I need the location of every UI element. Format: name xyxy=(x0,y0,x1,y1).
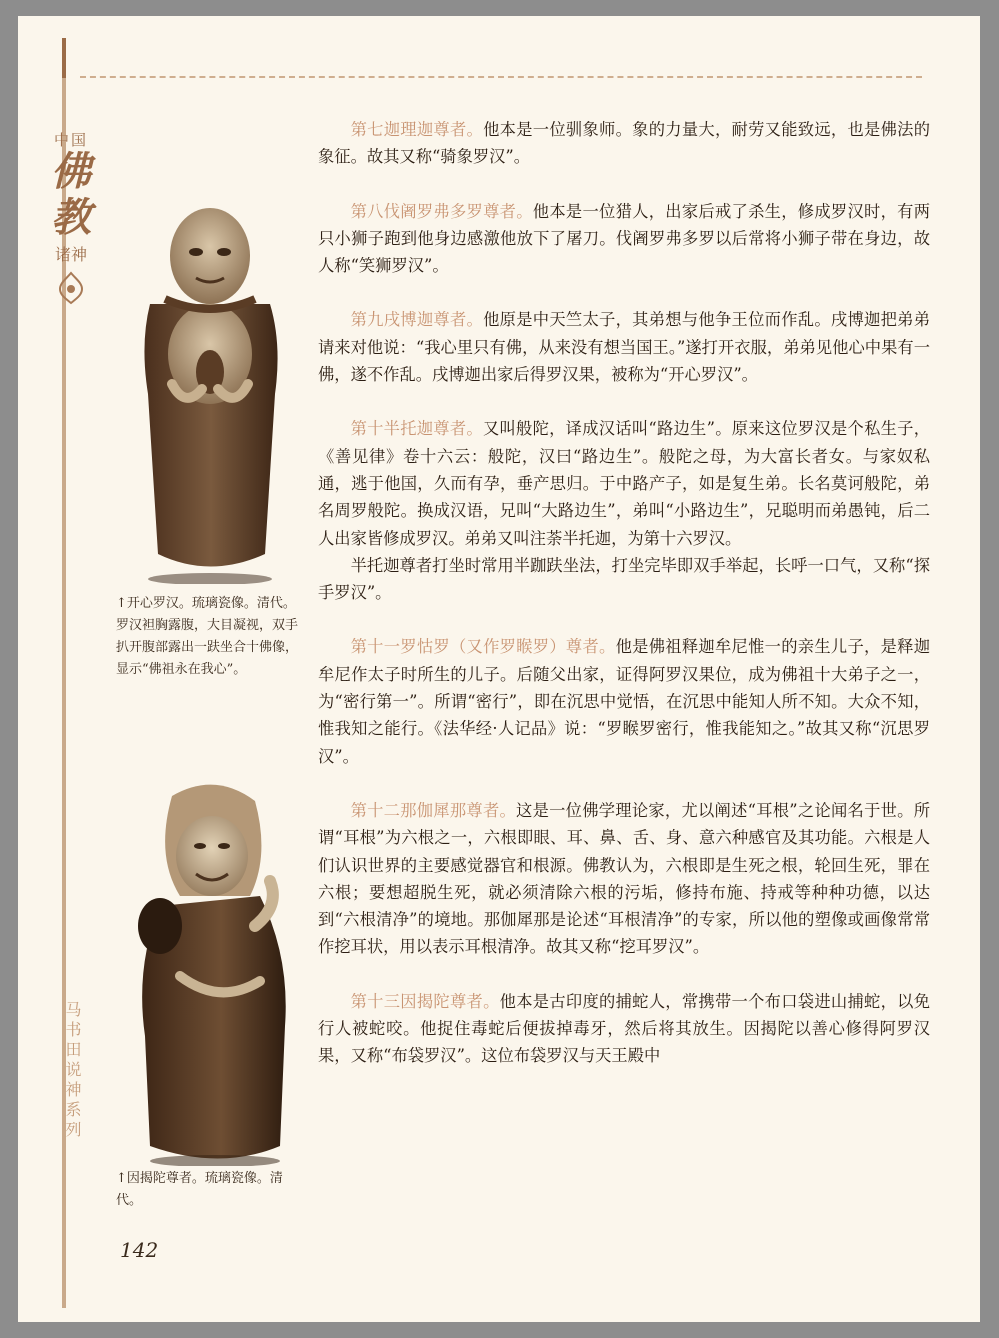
figure-caption-1: ↑开心罗汉。琉璃瓷像。清代。罗汉袒胸露腹，大目凝视，双手扒开腹部露出一趺坐合十佛像，显示“佛祖永在我心”。 xyxy=(116,596,299,677)
paragraph-text: 又叫般陀，译成汉话叫“路边生”。原来这位罗汉是个私生子，《善见律》卷十六云：般陀，汉曰“路边生”。般陀之母，为大富长者女。与家奴私通，逃于他国，久而有孕，垂产思归。于中路产子，如是复生弟。长名莫诃般陀，弟名周罗般陀。换成汉语，兄叫“大路边生”，弟叫“小路边生”，兄聪明而弟愚钝，后二人出家皆修成罗汉。弟弟又叫注荼半托迦，为第十六罗汉。 xyxy=(318,419,930,548)
paragraph-9 xyxy=(318,306,930,388)
paragraph-13 xyxy=(318,988,930,1070)
paragraph-heading: 第八伐阇罗弗多罗尊者。 xyxy=(350,201,533,221)
ornament-icon xyxy=(56,271,86,305)
side-series-label: 马书田说神系列 xyxy=(63,1001,82,1141)
figure-yinjietuo-zunzhe xyxy=(110,776,315,1166)
series-title-big-1: 佛 xyxy=(51,148,91,195)
paragraph-text: 他是佛祖释迦牟尼惟一的亲生儿子，是释迦牟尼作太子时所生的儿子。后随父出家，证得阿罗汉果位，成为佛祖十大弟子之一，为“密行第一”。所谓“密行”，即在沉思中觉悟，在沉思中能知人所不知。大众不知，惟我知之能行。《法华经·人记品》说：“罗睺罗密行，惟我能知之。”故其又称“沉思罗汉”。 xyxy=(318,637,930,766)
series-title-line1: 中国 xyxy=(53,131,88,149)
header-dashed-rule xyxy=(80,76,922,78)
paragraph-heading: 第十半托迦尊者。 xyxy=(350,419,483,439)
series-title-line2: 诸神 xyxy=(54,245,87,264)
paragraph-heading: 第十二那伽犀那尊者。 xyxy=(350,800,517,820)
paragraph-text: 他本是古印度的捕蛇人，常携带一个布口袋进山捕蛇，以免行人被蛇咬。他捉住毒蛇后便拔掉毒牙，然后将其放生。因揭陀以善心修得阿罗汉果，又称“布袋罗汉”。这位布袋罗汉与天王殿中 xyxy=(318,991,930,1066)
paragraph-7 xyxy=(318,116,930,171)
figure-kaixin-luohan xyxy=(110,194,310,584)
paragraph-11 xyxy=(318,633,930,769)
paragraph-heading: 第七迦理迦尊者。 xyxy=(350,120,484,139)
paragraph-heading: 第十三因揭陀尊者。 xyxy=(350,991,500,1011)
paragraph-heading: 第九戌博迦尊者。 xyxy=(350,310,484,330)
book-page xyxy=(18,16,980,1322)
paragraph-text: 他本是一位猎人，出家后戒了杀生，修成罗汉时，有两只小狮子跑到他身边感激他放下了屠刀。伐阇罗弗多罗以后常将小狮子带在身边，故人称“笑狮罗汉”。 xyxy=(318,201,930,276)
paragraph-text: 他本是一位驯象师。象的力量大，耐劳又能致远，也是佛法的象征。故其又称“骑象罗汉”。 xyxy=(318,120,930,167)
paragraph-text: 这是一位佛学理论家，尤以阐述“耳根”之论闻名于世。所谓“耳根”为六根之一，六根即眼、耳、鼻、舌、身、意六种感官及其功能。六根是人们认识世界的主要感觉器官和根源。佛教认为，六根即是生死之根，轮回生死，罪在六根；要想超脱生死，就必须清除六根的污垢，修持布施、持戒等种种功德，以达到“六根清净”的境地。那伽犀那是论述“耳根清净”的专家，所以他的塑像或画像常常作挖耳状，用以表示耳根清净。故其又称“挖耳罗汉”。 xyxy=(318,800,930,957)
paragraph-12 xyxy=(318,797,930,961)
paragraph-text: 半托迦尊者打坐时常用半跏趺坐法，打坐完毕即双手举起，长呼一口气，又称“探手罗汉”。 xyxy=(318,555,930,603)
paragraph-heading: 第十一罗怙罗（又作罗睺罗）尊者。 xyxy=(350,637,616,657)
left-margin-rule-cap xyxy=(62,38,66,78)
series-title xyxy=(46,131,96,305)
paragraph-10-cont xyxy=(318,552,930,607)
figure-caption-2: ↑因揭陀尊者。琉璃瓷像。清代。 xyxy=(116,1171,283,1208)
body-text xyxy=(318,116,930,1070)
paragraph-8 xyxy=(318,198,930,280)
page-number: 142 xyxy=(120,1238,159,1262)
paragraph-10 xyxy=(318,415,930,551)
series-title-big-2: 教 xyxy=(51,194,91,241)
paragraph-text: 他原是中天竺太子，其弟想与他争王位而作乱。戌博迦把弟弟请来对他说：“我心里只有佛，从来没有想当国王。”遂打开衣服，弟弟见他心中果有一佛，遂不作乱。戌博迦出家后得罗汉果，被称为“开心罗汉”。 xyxy=(318,310,930,385)
